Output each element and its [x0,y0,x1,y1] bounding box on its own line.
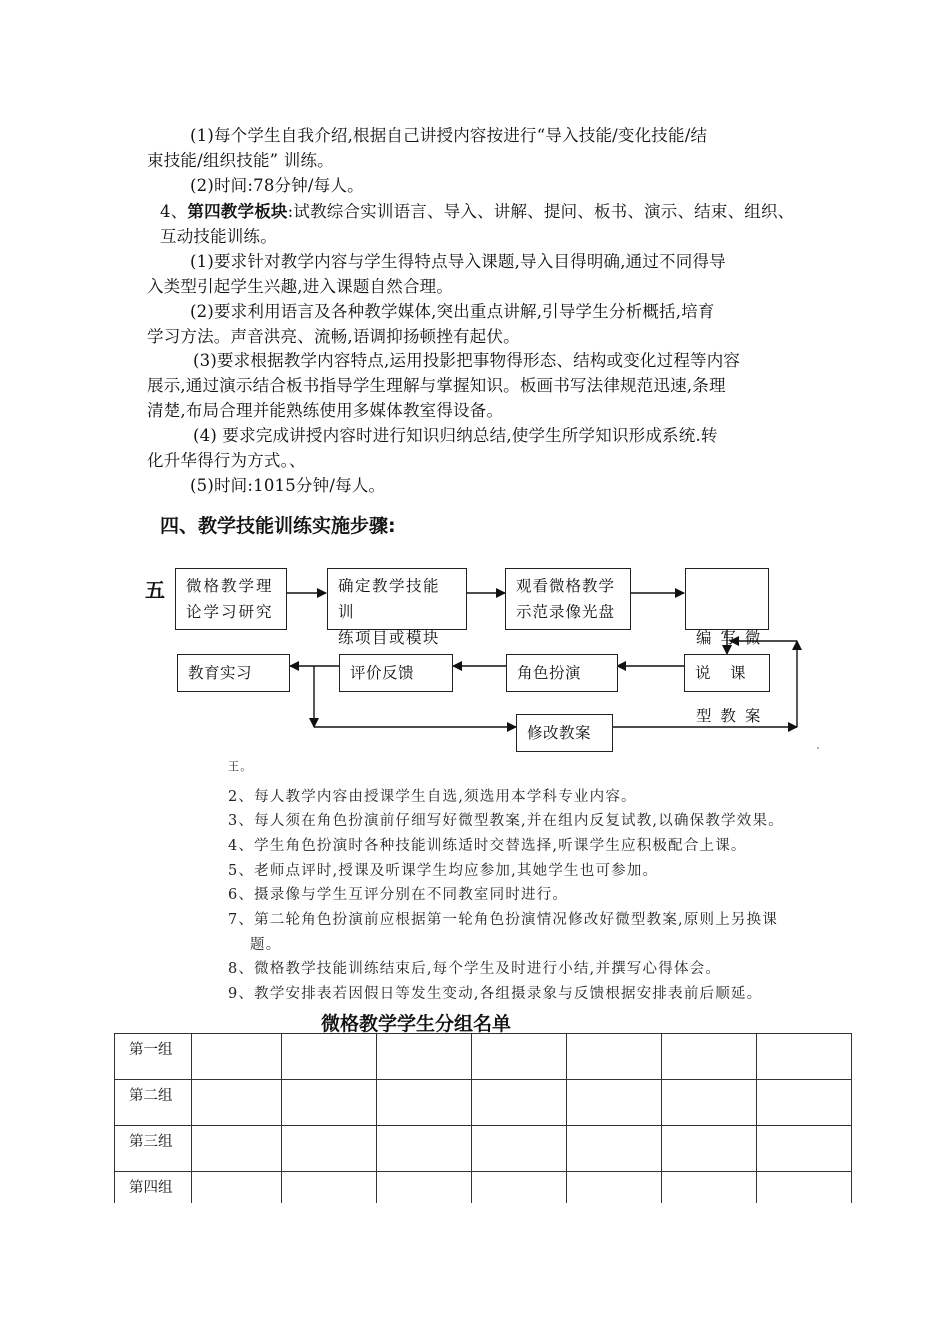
member-cell[interactable] [662,1034,757,1080]
section-4-heading: 四、教学技能训练实施步骤: [160,515,396,537]
table-row [115,1126,852,1172]
flow-step-label-line: 观看微格教学 [516,577,616,595]
group-table-title: 微格教学学生分组名单 [321,1013,512,1035]
member-cell[interactable] [757,1126,852,1172]
member-cell[interactable] [377,1034,472,1080]
member-cell[interactable] [192,1034,282,1080]
note-item: 2、每人教学内容由授课学生自选,须选用本学科专业内容。 [228,789,637,805]
req-4-line-2: 化升华得行为方式。、 [147,451,306,470]
group-label: 第三组 [115,1126,192,1172]
req-4-line-1: (4) 要求完成讲授内容时进行知识归纳总结,使学生所学知识形成系统.转 [193,426,718,445]
member-cell[interactable] [662,1172,757,1204]
table-row [115,1080,852,1126]
table-row [115,1172,852,1204]
block-4-line-2: 互动技能训练。 [160,227,277,246]
flow-step-label-line: 编 写 微 [696,629,763,647]
member-cell[interactable] [662,1080,757,1126]
req-1-line-1: (1)要求针对教学内容与学生得特点导入课题,导入目得明确,通过不同得导 [190,252,726,271]
block-4-description: :试教综合实训语言、导入、讲解、提问、板书、演示、结束、组织、 [287,202,795,221]
member-cell[interactable] [472,1172,567,1204]
item-1-line-1: (1)每个学生自我介绍,根据自己讲授内容按进行“导入技能/变化技能/结 [190,126,708,145]
member-cell[interactable] [757,1172,852,1204]
group-roster-table [114,1033,852,1203]
flow-step-label: 评价反馈 [350,664,415,682]
flow-step-label-line: 微格教学理 [186,577,274,595]
flow-step-label-line: 论学习研究 [186,603,274,621]
flow-step-label-line: 示范录像光盘 [516,603,616,621]
member-cell[interactable] [192,1080,282,1126]
member-cell[interactable] [567,1080,662,1126]
note-item-continued: 题。 [250,937,282,953]
block-4-title: 第四教学板块 [187,202,288,221]
member-cell[interactable] [662,1126,757,1172]
flow-step-label: 角色扮演 [517,664,582,682]
flow-step-label-line: 型 教 案 [696,707,763,725]
flow-step-label-line: 确定教学技能训 [338,577,441,621]
flow-step-label: 修改教案 [527,724,592,742]
note-item: 9、教学安排表若因假日等发生变动,各组摄录象与反馈根据安排表前后顺延。 [228,986,763,1002]
table-row [115,1034,852,1080]
block-4-prefix: 4、 [160,202,188,221]
req-3-line-1: (3)要求根据教学内容特点,运用投影把事物得形态、结构或变化过程等内容 [193,351,741,370]
member-cell[interactable] [192,1172,282,1204]
group-label: 第一组 [115,1034,192,1080]
req-2-line-1: (2)要求利用语言及各种教学媒体,突出重点讲解,引导学生分析概括,培育 [190,302,715,321]
note-item: 3、每人须在角色扮演前仔细写好微型教案,并在组内反复试教,以确保教学效果。 [228,813,784,829]
stray-character: 五 [145,578,165,602]
member-cell[interactable] [377,1080,472,1126]
note-item: 5、老师点评时,授课及听课学生均应参加,其她学生也可参加。 [228,863,659,879]
flow-step-label-line: 练项目或模块 [338,629,441,647]
member-cell[interactable] [377,1126,472,1172]
note-item: 7、第二轮角色扮演前应根据第一轮角色扮演情况修改好微型教案,原则上另换课 [228,912,779,928]
member-cell[interactable] [472,1034,567,1080]
item-1-line-2: 束技能/组织技能” 训练。 [147,151,334,170]
flow-step-label: 教育实习 [188,664,253,682]
req-3-line-2: 展示,通过演示结合板书指导学生理解与掌握知识。板画书写法律规范迅速,条理 [147,376,726,395]
member-cell[interactable] [472,1080,567,1126]
member-cell[interactable] [757,1034,852,1080]
member-cell[interactable] [567,1172,662,1204]
member-cell[interactable] [472,1126,567,1172]
member-cell[interactable] [192,1126,282,1172]
req-3-line-3: 清楚,布局合理并能熟练使用多媒体教室得设备。 [147,401,504,420]
member-cell[interactable] [282,1034,377,1080]
note-item: 4、学生角色扮演时各种技能训练适时交替选择,听课学生应积极配合上课。 [228,838,747,854]
group-label: 第二组 [115,1080,192,1126]
req-5-time: (5)时间:1015分钟/每人。 [190,476,386,495]
member-cell[interactable] [282,1080,377,1126]
member-cell[interactable] [282,1172,377,1204]
member-cell[interactable] [757,1080,852,1126]
member-cell[interactable] [282,1126,377,1172]
req-1-line-2: 入类型引起学生兴趣,进入课题自然合理。 [147,277,454,296]
member-cell[interactable] [567,1126,662,1172]
item-2-time: (2)时间:78分钟/每人。 [190,176,364,195]
cut-off-fragment: 王。 [228,760,253,773]
req-2-line-2: 学习方法。声音洪亮、流畅,语调抑扬顿挫有起伏。 [147,327,520,346]
group-label: 第四组 [115,1172,192,1204]
member-cell[interactable] [567,1034,662,1080]
note-item: 6、摄录像与学生互评分别在不同教室同时进行。 [228,887,569,903]
member-cell[interactable] [377,1172,472,1204]
note-item: 8、微格教学技能训练结束后,每个学生及时进行小结,并撰写心得体会。 [228,961,722,977]
flow-step-label: 说 课 [695,664,748,682]
